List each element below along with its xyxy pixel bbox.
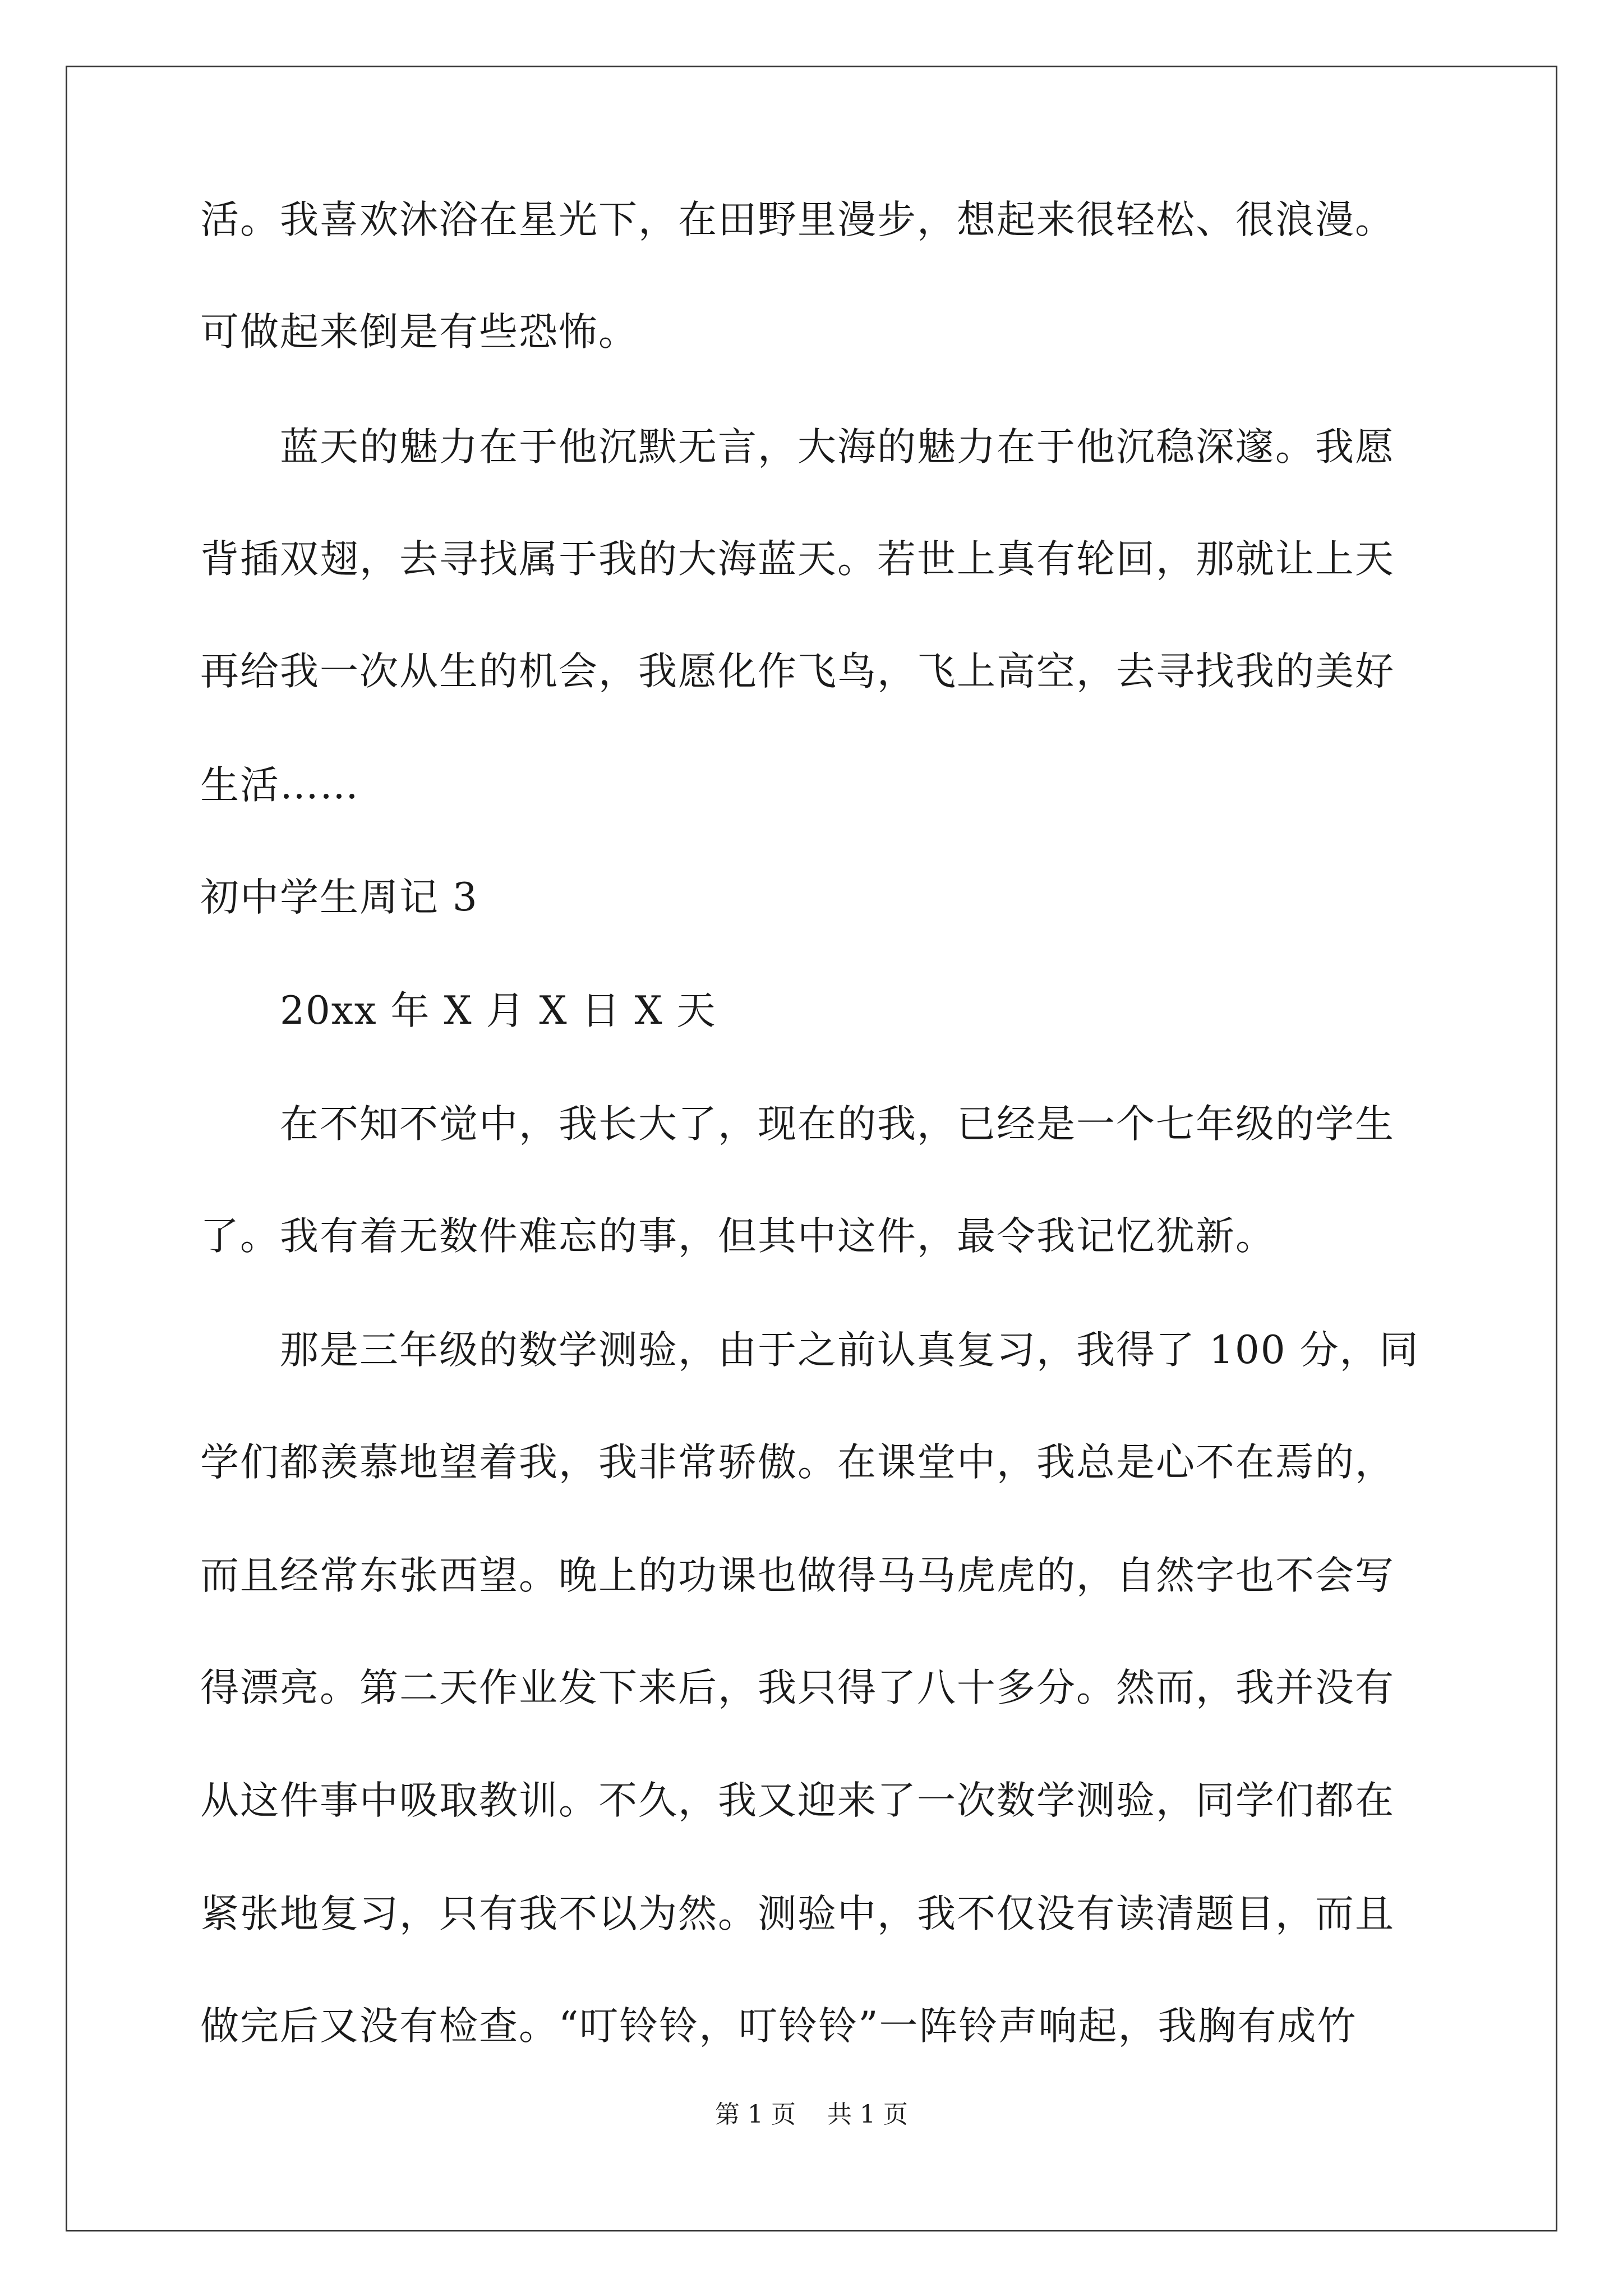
text-line: 可做起来倒是有些恐怖。 xyxy=(200,310,638,355)
text-line: 做完后又没有检查。“叮铃铃，叮铃铃”一阵铃声响起，我胸有成竹 xyxy=(200,2004,1357,2049)
text-line: 背插双翅，去寻找属于我的大海蓝天。若世上真有轮回，那就让上天 xyxy=(200,537,1395,582)
text-line: 生活…… xyxy=(200,763,359,808)
text-line: 活。我喜欢沐浴在星光下，在田野里漫步，想起来很轻松、很浪漫。 xyxy=(200,197,1395,242)
text-line: 而且经常东张西望。晚上的功课也做得马马虎虎的，自然字也不会写 xyxy=(200,1553,1395,1598)
text-line: 了。我有着无数件难忘的事，但其中这件，最令我记忆犹新。 xyxy=(200,1214,1275,1259)
text-line: 从这件事中吸取教训。不久，我又迎来了一次数学测验，同学们都在 xyxy=(200,1778,1395,1823)
paragraph-first-line: 那是三年级的数学测验，由于之前认真复习，我得了 100 分，同 xyxy=(280,1328,1419,1373)
section-heading: 初中学生周记 3 xyxy=(200,875,478,920)
text-line: 紧张地复习，只有我不以为然。测验中，我不仅没有读清题目，而且 xyxy=(200,1892,1395,1936)
text-line: 再给我一次从生的机会，我愿化作飞鸟，飞上高空，去寻找我的美好 xyxy=(200,649,1395,694)
text-line: 得漂亮。第二天作业发下来后，我只得了八十多分。然而，我并没有 xyxy=(200,1665,1395,1710)
text-line: 学们都羡慕地望着我，我非常骄傲。在课堂中，我总是心不在焉的， xyxy=(200,1440,1395,1485)
paragraph-first-line: 蓝天的魅力在于他沉默无言，大海的魅力在于他沉稳深邃。我愿 xyxy=(280,425,1395,470)
paragraph-first-line: 在不知不觉中，我长大了，现在的我，已经是一个七年级的学生 xyxy=(280,1102,1395,1147)
date-line: 20xx 年 X 月 X 日 X 天 xyxy=(280,988,717,1033)
page-number-footer: 第 1 页 共 1 页 xyxy=(715,2100,908,2129)
